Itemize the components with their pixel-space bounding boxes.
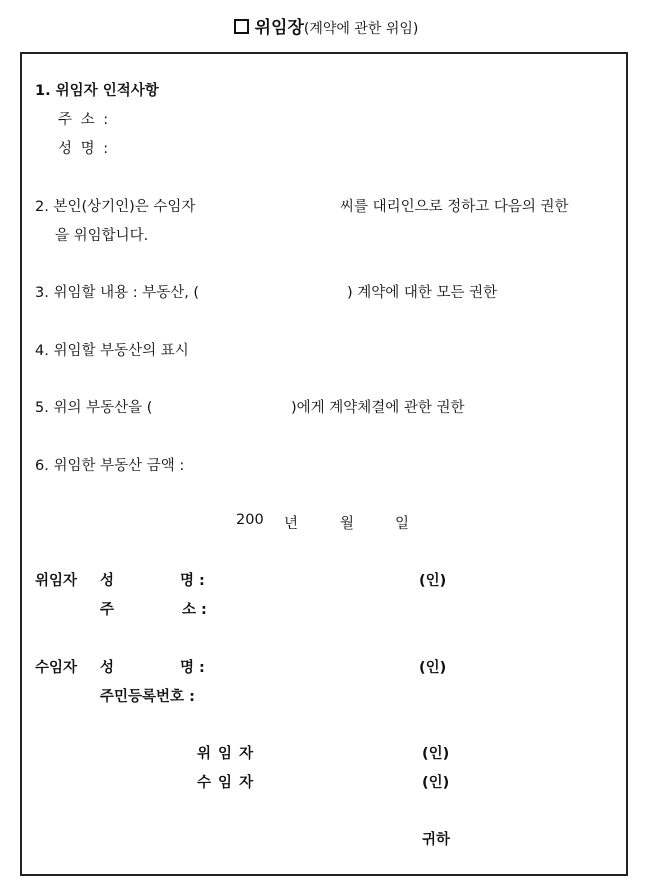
delegator-role: 위임자 (35, 573, 78, 589)
date-month-unit: 월 (340, 516, 355, 532)
signature-delegator-label: 위 임 자 (197, 746, 255, 762)
section3-prefix: 3. 위임할 내용 : 부동산, ( (35, 285, 200, 301)
document-title (0, 13, 652, 38)
delegator-name-label-a: 성 (100, 573, 115, 589)
section2-line2: 을 위임합니다. (55, 228, 149, 244)
section3-suffix: ) 계약에 대한 모든 권한 (347, 285, 498, 301)
delegator-address-label-a: 주 (100, 602, 115, 618)
section5-prefix: 5. 위의 부동산을 ( (35, 400, 153, 416)
section1-heading: 1. 위임자 인적사항 (35, 83, 159, 99)
delegator-name-label-b: 명 : (180, 573, 205, 589)
signature-delegatee-seal: (인) (422, 775, 450, 791)
square-outline-icon (234, 19, 249, 34)
title-main: 위임장 (254, 18, 304, 38)
delegatee-name-label-a: 성 (100, 660, 115, 676)
title-subtitle: (계약에 관한 위임) (303, 21, 419, 37)
signature-delegator-seal: (인) (422, 746, 450, 762)
section2-line1-prefix: 2. 본인(상기인)은 수임자 (35, 199, 196, 215)
date-year: 200 (236, 512, 264, 528)
signature-delegatee-label: 수 임 자 (197, 775, 255, 791)
delegatee-id-label: 주민등록번호 : (100, 689, 195, 705)
delegatee-role: 수임자 (35, 660, 78, 676)
date-day-unit: 일 (395, 516, 410, 532)
section5-suffix: )에게 계약체결에 관한 권한 (291, 400, 465, 416)
recipient-honorific: 귀하 (422, 832, 451, 848)
delegatee-name-label-b: 명 : (180, 660, 205, 676)
date-year-unit: 년 (284, 516, 299, 532)
section4-text: 4. 위임할 부동산의 표시 (35, 343, 189, 359)
delegatee-seal: (인) (419, 660, 447, 676)
delegator-name-label: 성 명 : (58, 141, 111, 157)
section6-text: 6. 위임한 부동산 금액 : (35, 458, 185, 474)
section2-line1-suffix: 씨를 대리인으로 정하고 다음의 권한 (340, 199, 569, 215)
delegator-seal: (인) (419, 573, 447, 589)
delegator-address-label: 주 소 : (58, 112, 111, 128)
delegator-address-label-b: 소 : (182, 602, 207, 618)
